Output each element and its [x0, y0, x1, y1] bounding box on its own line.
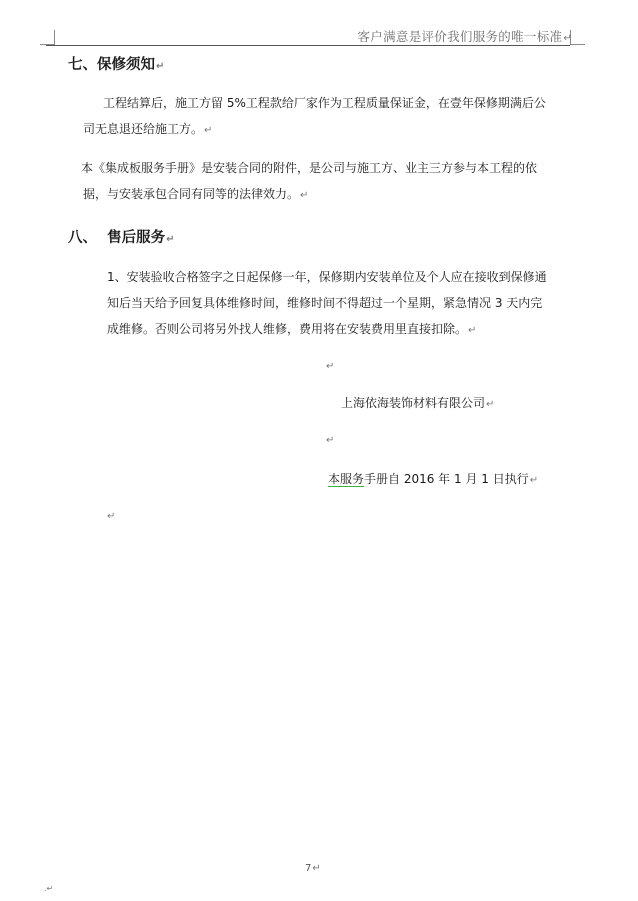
page-header	[358, 27, 573, 45]
end-of-document-mark-icon: .↵	[44, 884, 54, 893]
page-number: 7↵	[305, 863, 321, 874]
paragraph-mark-icon: ↵	[166, 234, 175, 245]
section-7-title: 七、保修须知↵	[68, 57, 165, 73]
paragraph-mark-icon: ↵	[204, 125, 213, 136]
empty-paragraph-mark-icon: ↵	[107, 511, 116, 522]
company-signature: 上海依海装饰材料有限公司↵	[341, 396, 495, 410]
section-8-para-line-2: 知后当天给予回复具体维修时间，维修时间不得超过一个星期，紧急情况 3 天内完	[107, 296, 543, 310]
paragraph-mark-icon: ↵	[312, 863, 321, 874]
effective-date-line: 本服务手册自 2016 年 1 月 1 日执行↵	[328, 472, 539, 486]
empty-paragraph-mark-icon: ↵	[326, 435, 335, 446]
section-8-para-line-3: 成维修。否则公司将另外找人维修，费用将在安装费用里直接扣除。↵	[107, 322, 477, 336]
empty-paragraph-mark-icon: ↵	[326, 361, 335, 372]
section-7-para-2-line-1: 本《集成板服务手册》是安装合同的附件，是公司与施工方、业主三方参与本工程的依	[81, 161, 538, 175]
paragraph-mark-icon: ↵	[156, 61, 165, 72]
section-8-title: 八、 售后服务↵	[68, 230, 175, 246]
header-text: 客户满意是评价我们服务的唯一标准	[357, 29, 563, 44]
section-7-para-1-line-1: 工程结算后，施工方留 5%工程款给厂家作为工程质量保证金，在壹年保修期满后公	[103, 96, 546, 110]
paragraph-mark-icon: ↵	[563, 33, 572, 44]
header-divider	[46, 45, 570, 46]
paragraph-mark-icon: ↵	[529, 475, 539, 486]
paragraph-mark-icon: ↵	[486, 399, 495, 410]
paragraph-mark-icon: ↵	[468, 325, 477, 336]
section-8-para-line-1: 1、安装验收合格签字之日起保修一年，保修期内安装单位及个人应在接收到保修通	[107, 270, 547, 284]
section-7-para-2-line-2: 据，与安装承包合同有同等的法律效力。↵	[83, 187, 309, 201]
paragraph-mark-icon: ↵	[300, 190, 309, 201]
spellcheck-underline-text: 本服务	[328, 472, 365, 486]
crop-mark-top-left	[40, 30, 55, 45]
crop-mark-top-right	[570, 30, 585, 45]
section-7-para-1-line-2: 司无息退还给施工方。↵	[83, 122, 213, 136]
